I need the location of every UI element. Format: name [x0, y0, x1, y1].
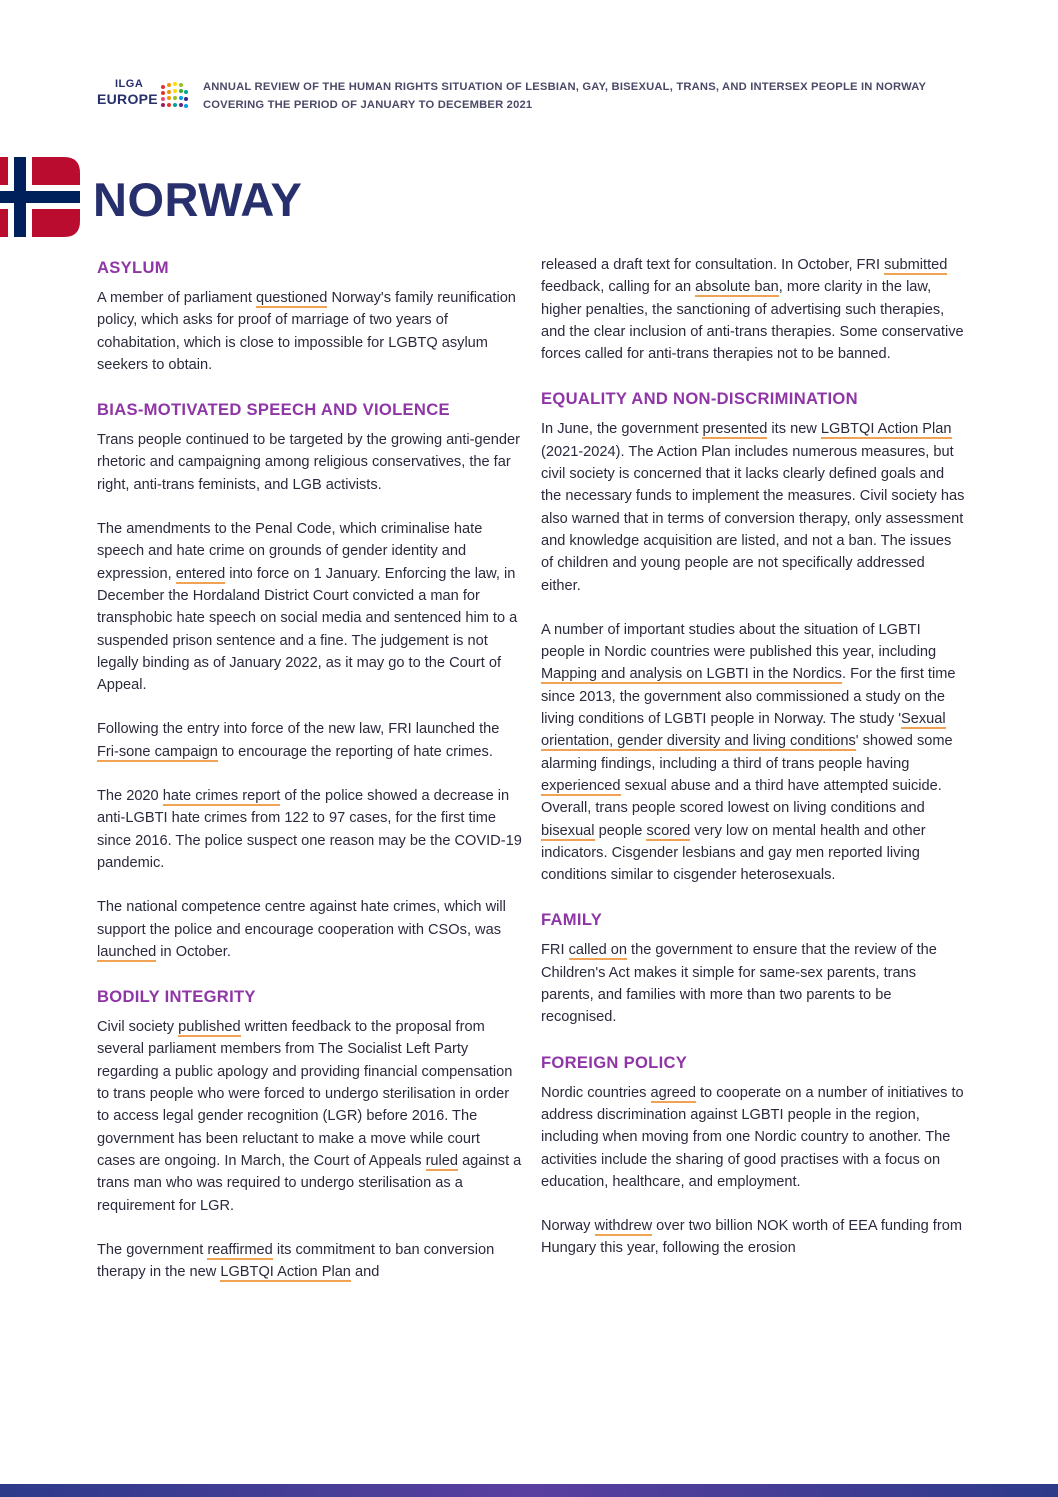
- paragraph: FRI called on the government to ensure that the review of the Children's Act makes it simple for same-sex parents, trans parents, and families with more than two parents to be recognised.: [541, 942, 937, 1026]
- link-mapping-analysis[interactable]: Mapping and analysis on LGBTI in the Nordics: [541, 666, 842, 683]
- paragraph: Norway withdrew over two billion NOK worth of EEA funding from Hungary this year, following the erosion: [541, 1218, 962, 1257]
- paragraph: A member of parliament questioned Norway's family reunification policy, which asks for proof of marriage of two years of cohabitation, which is close to impossible for LGBTQ asylum seekers to obtain.: [97, 290, 516, 373]
- link-experienced[interactable]: experienced: [541, 777, 621, 794]
- link-launched[interactable]: launched: [97, 943, 157, 960]
- paragraph: Trans people continued to be targeted by the growing anti-gender rhetoric and campaigning among religious conservatives, the far right, anti-trans feminists, and LGB activists.: [97, 432, 520, 493]
- paragraph: The 2020 hate crimes report of the police showed a decrease in anti-LGBTI hate crimes from 122 to 97 cases, for the first time since 2016. The police suspect one reason may be the COVID-19 pandemic.: [97, 788, 522, 871]
- section-heading-bias-motivated: BIAS-MOTIVATED SPEECH AND VIOLENCE: [97, 400, 450, 420]
- link-presented[interactable]: presented: [702, 421, 768, 438]
- paragraph: In June, the government presented its new LGBTQI Action Plan (2021-2024). The Action Plan includes numerous measures, but civil society is concerned that it lacks clearly defined goals and the necessary funds to implement the measures. Civil society has also warned that in terms of conversion therapy, only assessment and knowledge acquisition are listed, and not a ban. The issues of children and young people are not specifically addressed either.: [541, 421, 965, 594]
- paragraph: The amendments to the Penal Code, which criminalise hate speech and hate crime on grounds of gender identity and expression, entered into force on 1 January. Enforcing the law, in December the Hordaland District Court convicted a man for transphobic hate speech on social media and sentenced him to a suspended prison sentence and a fine. The judgement is not legally binding as of January 2022, as it may go to the Court of Appeal.: [97, 521, 518, 694]
- logo-dots-icon: [159, 81, 189, 111]
- link-bisexual[interactable]: bisexual: [541, 822, 595, 839]
- logo-text-ilga: ILGA: [115, 78, 144, 90]
- paragraph: Following the entry into force of the new law, FRI launched the Fri-sone campaign to encourage the reporting of hate crimes.: [97, 721, 500, 760]
- header-line-1: ANNUAL REVIEW OF THE HUMAN RIGHTS SITUATION OF LESBIAN, GAY, BISEXUAL, TRANS, AND INTERSEX PEOPLE IN NORWAY: [203, 81, 927, 93]
- paragraph: The national competence centre against hate crimes, which will support the police and encourage cooperation with CSOs, was launched in October.: [97, 899, 506, 960]
- paragraph: Nordic countries agreed to cooperate on a number of initiatives to address discrimination against LGBTI people in the region, including when moving from one Nordic country to another. The activities include the sharing of good practises with a focus on education, healthcare, and employment.: [541, 1084, 964, 1190]
- link-published[interactable]: published: [178, 1019, 241, 1036]
- link-submitted[interactable]: submitted: [884, 257, 948, 273]
- section-heading-bodily-integrity: BODILY INTEGRITY: [97, 987, 256, 1007]
- report-header: [203, 78, 926, 114]
- paragraph: released a draft text for consultation. In October, FRI submitted feedback, calling for an absolute ban, more clarity in the law, higher penalties, the sanctioning of advertising such therapies, and the clear inclusion of anti-trans therapies. Some conservative forces called for anti-trans therapies not to be banned.: [541, 257, 964, 363]
- link-agreed[interactable]: agreed: [650, 1084, 696, 1101]
- footer-bar: [0, 1484, 1058, 1497]
- link-reaffirmed[interactable]: reaffirmed: [207, 1241, 273, 1258]
- link-entered[interactable]: entered: [175, 565, 226, 582]
- left-column: [97, 256, 522, 1283]
- page-title: NORWAY: [93, 173, 303, 226]
- section-heading-asylum: ASYLUM: [97, 258, 169, 277]
- norway-flag-icon: [0, 157, 80, 237]
- section-heading-foreign-policy: FOREIGN POLICY: [541, 1052, 688, 1072]
- link-ruled[interactable]: ruled: [425, 1152, 459, 1169]
- paragraph: The government reaffirmed its commitment to ban conversion therapy in the new LGBTQI Action Plan and: [97, 1241, 495, 1281]
- header-line-2: COVERING THE PERIOD OF JANUARY TO DECEMBER 2021: [203, 99, 533, 111]
- link-hate-crimes-report[interactable]: hate crimes report: [162, 788, 281, 805]
- link-questioned[interactable]: questioned: [255, 290, 328, 306]
- logo-text-europe: EUROPE: [97, 91, 158, 107]
- link-scored[interactable]: scored: [646, 822, 691, 839]
- link-lgbtqi-action-plan[interactable]: LGBTQI Action Plan: [820, 421, 952, 438]
- paragraph: A number of important studies about the situation of LGBTI people in Nordic countries were published this year, including Mapping and analysis on LGBTI in the Nordics. For the first time since 2013, the government also commissioned a study on the living conditions of LGBTI people in Norway. The study 'Sexual orientation, gender diversity and living conditions' showed some alarming findings, including a third of trans people having experienced sexual abuse and a third have attempted suicide. Overall, trans people scored lowest on living conditions and bisexual people scored very low on mental health and other indicators. Cisgender lesbians and gay men reported living conditions similar to cisgender heterosexuals.: [541, 621, 956, 884]
- link-living-conditions-study[interactable]: Sexual orientation, gender diversity and living conditions: [541, 711, 946, 750]
- right-column: [541, 254, 966, 1260]
- link-withdrew[interactable]: withdrew: [594, 1218, 653, 1235]
- link-absolute-ban[interactable]: absolute ban: [695, 279, 779, 296]
- section-heading-equality: EQUALITY AND NON-DISCRIMINATION: [541, 389, 858, 409]
- section-heading-family: FAMILY: [541, 910, 603, 930]
- ilga-europe-logo: [97, 78, 192, 114]
- link-lgbtqi-action-plan[interactable]: LGBTQI Action Plan: [220, 1264, 351, 1281]
- link-called-on[interactable]: called on: [568, 942, 627, 959]
- paragraph: Civil society published written feedback to the proposal from several parliament members from The Socialist Left Party regarding a public apology and providing financial compensation to trans people who were forced to undergo sterilisation in order to access legal gender recognition (LGR) before 2016. The government has been reluctant to make a move while court cases are ongoing. In March, the Court of Appeals ruled against a trans man who was required to undergo sterilisation as a requirement for LGR.: [97, 1019, 522, 1214]
- link-fri-sone-campaign[interactable]: Fri-sone campaign: [97, 743, 218, 760]
